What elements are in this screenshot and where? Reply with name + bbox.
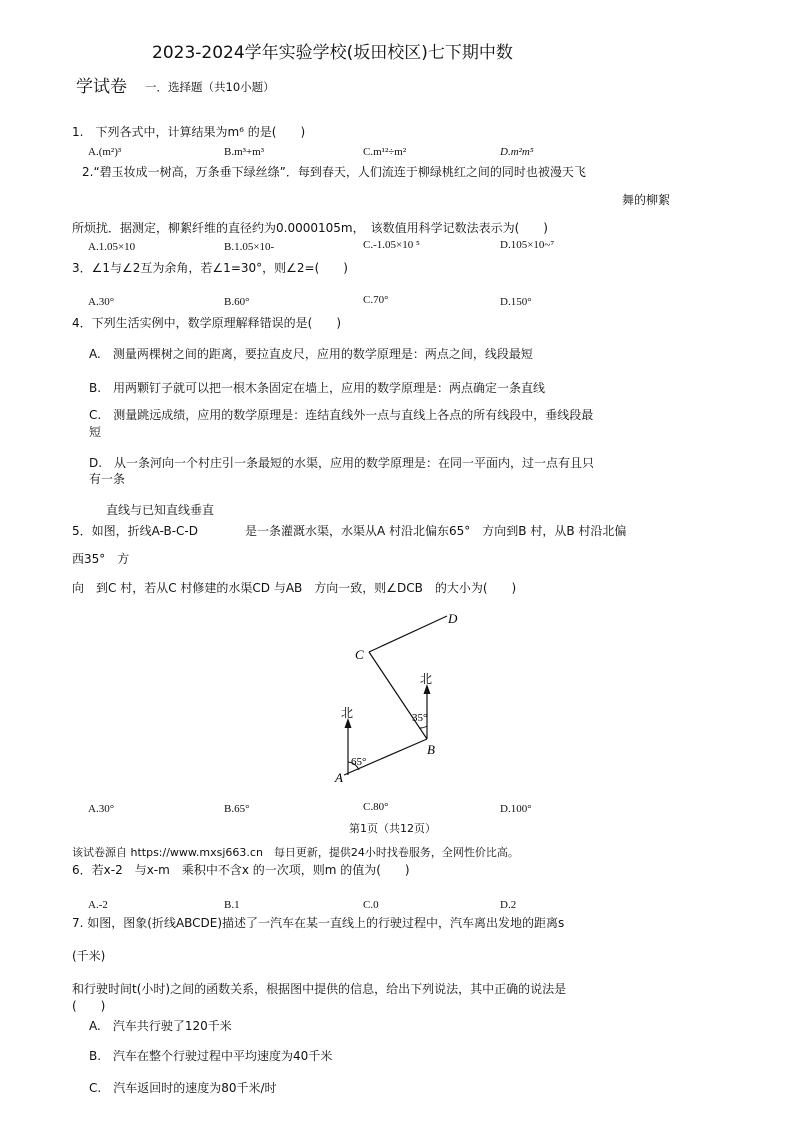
q2-option-b: B.1.05×10- [224,241,275,253]
label-c: C [355,647,364,662]
q1-option-d: D.m²m⁵ [500,146,534,158]
label-a: A [335,770,343,785]
q4-option-b: B. 用两颗钉子就可以把一根木条固定在墙上，应用的数学原理是：两点确定一条直线 [89,381,546,395]
exam-title-line2: 学试卷 [76,77,127,97]
q4-option-c-line2: 短 [89,425,102,439]
q1-stem: 1. 下列各式中，计算结果为m⁶ 的是( ) [72,125,306,139]
q4-option-d-line2: 有一条 [89,472,126,486]
q4-stem: 4．下列生活实例中，数学原理解释错误的是( ) [72,316,341,330]
q2-line3: 所烦扰．据测定，柳絮纤维的直径约为0.0000105m， 该数值用科学记数法表示为( ) [72,221,548,235]
q2-option-a: A.1.05×10 [88,241,136,253]
north-label-a: 北 [341,706,354,720]
q6-option-b: B.1 [224,899,240,911]
q3-option-b: B.60° [224,296,250,308]
q7-option-b: B. 汽车在整个行驶过程中平均速度为40千米 [89,1049,333,1063]
label-b: B [427,742,435,757]
q7-line4: ( ) [72,999,106,1013]
north-label-b: 北 [420,672,433,686]
page-number: 第1页（共12页） [349,822,436,835]
q1-option-a: A.(m²)³ [88,146,122,158]
q5-option-c: C.80° [363,801,389,813]
q4-option-d-line1: D. 从一条河向一个村庄引一条最短的水渠，应用的数学原理是：在同一平面内，过一点有且只 [89,456,595,470]
q6-option-a: A.-2 [88,899,108,911]
q7-option-a: A. 汽车共行驶了120千米 [89,1019,232,1033]
angle-label-65: 65° [351,756,367,768]
q6-option-c: C.0 [363,899,379,911]
q2-option-d: D.105×10~⁷ [500,239,555,251]
q3-stem: 3．∠1与∠2互为余角，若∠1=30°，则∠2=( ) [72,261,348,275]
q5-line3: 向 到C 村，若从C 村修建的水渠CD 与AB 方向一致，则∠DCB 的大小为( ) [72,581,517,595]
q7-line2: (千米) [72,949,106,963]
q2-option-c: C.-1.05×10 ⁵ [363,239,420,251]
label-d: D [448,611,458,626]
q3-option-d: D.150° [500,296,532,308]
q4-option-c-line1: C. 测量跳远成绩，应用的数学原理是：连结直线外一点与直线上各点的所有线段中，垂线段最 [89,408,594,422]
angle-arc-b [420,726,427,728]
exam-title-line1: 2023-2024学年实验学校(坂田校区)七下期中数 [152,43,513,63]
q3-option-c: C.70° [363,294,389,306]
section-heading: 一．选择题（共10小题） [145,80,275,94]
q4-option-d-line3: 直线与已知直线垂直 [106,503,215,517]
q7-line3: 和行驶时间t(小时)之间的函数关系，根据图中提供的信息，给出下列说法，其中正确的说法是 [72,982,567,996]
q3-option-a: A.30° [88,296,115,308]
q4-option-a: A. 测量两棵树之间的距离，要拉直皮尺，应用的数学原理是：两点之间，线段最短 [89,347,533,361]
q5-option-d: D.100° [500,803,532,815]
q5-option-b: B.65° [224,803,250,815]
q2-line2: 舞的柳絮 [622,193,671,207]
q5-figure [330,604,480,789]
q5-option-a: A.30° [88,803,115,815]
q6-stem: 6．若x-2 与x-m 乘积中不含x 的一次项，则m 的值为( ) [72,863,410,877]
segment-cd [369,616,447,652]
q1-option-b: B.m³+m³ [224,146,264,158]
q5-line2: 西35° 方 [72,552,130,566]
q1-option-c: C.m¹²÷m² [363,146,407,158]
q7-line1: 7. 如图，图象(折线ABCDE)描述了一汽车在某一直线上的行驶过程中，汽车离出发地的距离s [72,916,565,930]
source-note: 该试卷源自 https://www.mxsj663.cn 每日更新，提供24小时找卷服务，全网性价比高。 [72,846,519,859]
q5-line1-end: 是一条灌溉水渠，水渠从A 村沿北偏东65° 方向到B 村，从B 村沿北偏 [245,524,627,538]
q5-line1-start: 5．如图，折线A-B-C-D [72,524,198,538]
q6-option-d: D.2 [500,899,517,911]
q2-line1: 2.“碧玉妆成一树高，万条垂下绿丝绦”．每到春天，人们流连于柳绿桃红之间的同时也被漫天飞 [82,165,586,179]
q7-option-c: C. 汽车返回时的速度为80千米/时 [89,1081,277,1095]
segment-bc [369,652,427,739]
angle-label-35: 35° [412,712,428,724]
